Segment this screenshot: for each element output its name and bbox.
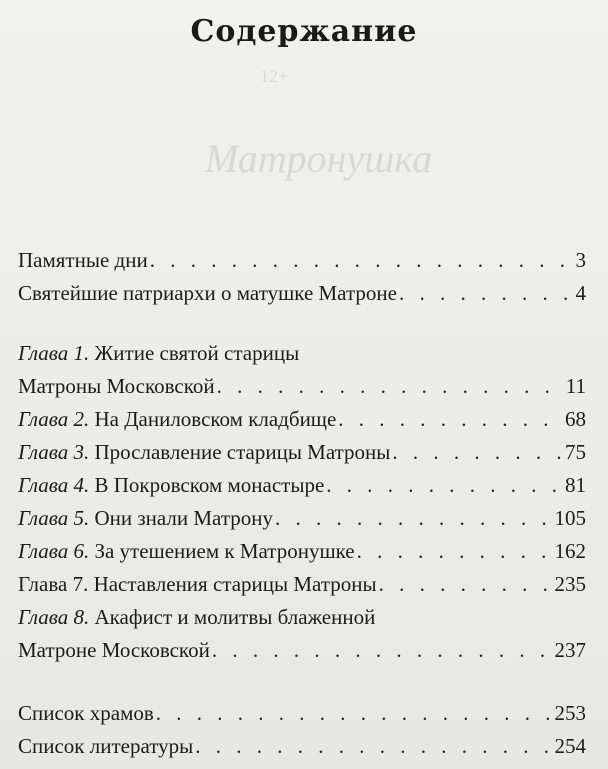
toc-entry-title: Список литературы (18, 734, 194, 758)
page-title: Содержание (190, 14, 418, 49)
toc-entry-continuation (18, 370, 586, 403)
toc-entry (18, 502, 586, 535)
chapter-title: Акафист и молитвы блаженной (89, 605, 376, 629)
toc-entry-title (18, 502, 273, 535)
chapter-prefix: Глава 8. (18, 605, 90, 629)
chapter-prefix: Глава 2. (18, 407, 90, 431)
toc-page-number: 235 (554, 572, 586, 596)
toc-page-number: 4 (575, 281, 586, 305)
toc-entry-title (18, 469, 324, 502)
toc-page-number: 75 (565, 440, 586, 464)
toc-entry (18, 337, 586, 370)
chapter-title: В Покровском монастыре (89, 473, 325, 497)
leader-dots (275, 502, 553, 535)
toc-entry (18, 244, 586, 277)
spacer (18, 667, 586, 697)
leader-dots (195, 730, 552, 763)
leader-dots (156, 697, 553, 730)
toc-page-number: 11 (565, 374, 586, 398)
leader-dots (338, 403, 563, 436)
toc-entry-title: Памятные дни (18, 248, 148, 272)
toc-entry (18, 601, 586, 634)
toc-entry (18, 277, 586, 310)
spacer (18, 310, 586, 337)
toc-entry (18, 436, 586, 469)
toc-page-number: 237 (554, 638, 586, 662)
chapter-title: Житие святой старицы (89, 341, 300, 365)
chapter-title: Они знали Матрону (89, 506, 273, 530)
toc-entry-title (18, 436, 390, 469)
toc-page-number: 3 (575, 248, 586, 272)
toc-page-number: 254 (554, 734, 586, 758)
leader-dots (212, 634, 553, 667)
toc-entry-title: Список храмов (18, 701, 154, 725)
chapter-prefix: Глава 5. (18, 506, 90, 530)
toc-entry-title: Глава 7. Наставления старицы Матроны (18, 572, 377, 596)
toc-entry-continuation (18, 634, 586, 667)
chapter-prefix: Глава 3. (18, 440, 90, 464)
chapter-title: Прославление старицы Матроны (89, 440, 391, 464)
chapter-title: На Даниловском кладбище (89, 407, 337, 431)
toc-entry-title (18, 601, 375, 634)
show-through-text: 12+ (260, 66, 289, 86)
leader-dots (326, 469, 563, 502)
toc-entry (18, 469, 586, 502)
toc-entry (18, 568, 586, 601)
toc-entry-title-cont: Матроне Московской (18, 638, 210, 662)
toc-entry-title-cont: Матроны Московской (18, 374, 215, 398)
table-of-contents (18, 244, 586, 763)
toc-entry-title (18, 403, 336, 436)
leader-dots (392, 436, 563, 469)
toc-entry-title (18, 337, 299, 370)
toc-page-number: 105 (554, 506, 586, 530)
leader-dots (150, 244, 574, 277)
chapter-prefix: Глава 6. (18, 539, 90, 563)
toc-page-number: 81 (565, 473, 586, 497)
toc-page-number: 68 (565, 407, 586, 431)
leader-dots (357, 535, 553, 568)
toc-entry (18, 535, 586, 568)
show-through-text: Матронушка (205, 136, 433, 181)
toc-entry (18, 403, 586, 436)
chapter-prefix: Глава 4. (18, 473, 90, 497)
toc-entry-title: Святейшие патриархи о матушке Матроне (18, 281, 397, 305)
chapter-title: За утешением к Матронушке (89, 539, 355, 563)
leader-dots (399, 277, 574, 310)
chapter-prefix: Глава 1. (18, 341, 90, 365)
toc-entry (18, 697, 586, 730)
toc-entry-title (18, 535, 355, 568)
toc-page-number: 162 (554, 539, 586, 563)
toc-page-number: 253 (554, 701, 586, 725)
toc-entry (18, 730, 586, 763)
leader-dots (379, 568, 553, 601)
leader-dots (217, 370, 564, 403)
